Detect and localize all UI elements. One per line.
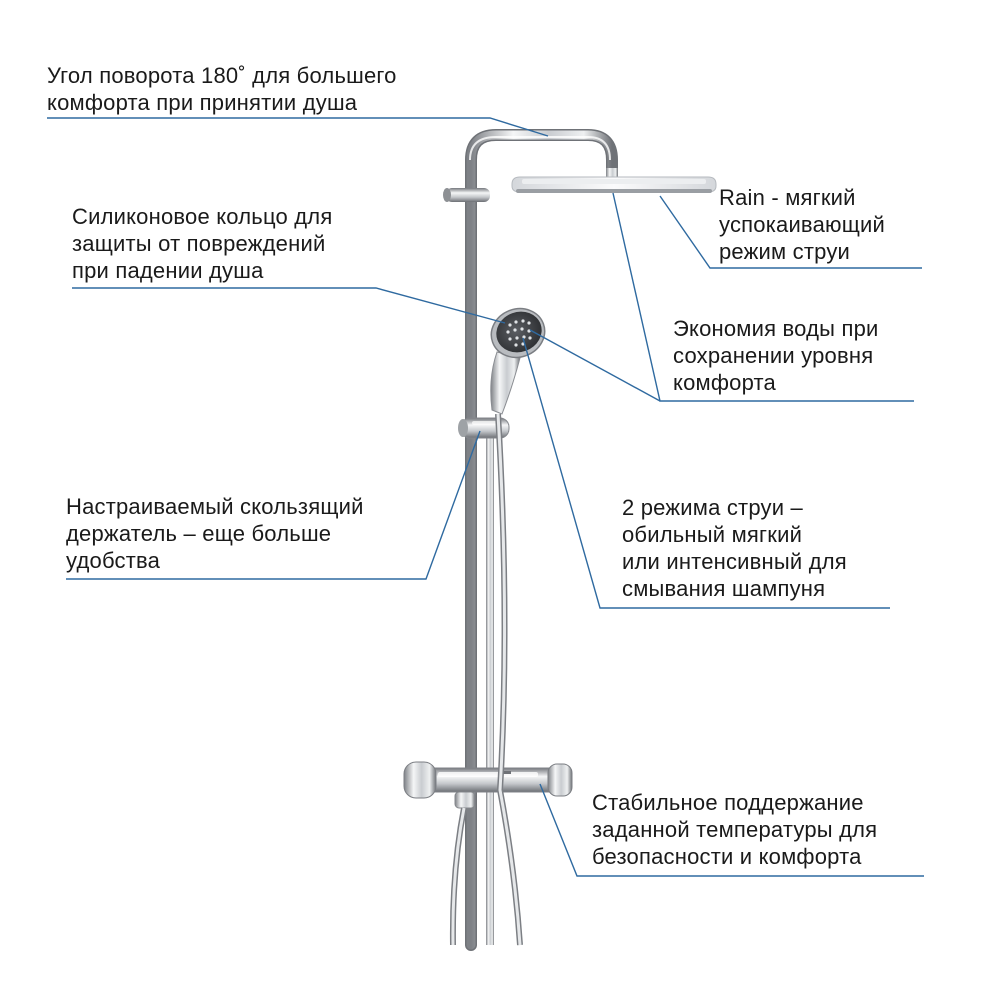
callout-rain-line-2: успокаивающий: [719, 212, 885, 237]
callout-economy: [673, 315, 879, 396]
callout-economy-line-2: сохранении уровня: [673, 343, 874, 368]
pipe-clamp: [443, 188, 490, 202]
callout-economy-line-3: комфорта: [673, 370, 776, 395]
callout-slider: [66, 493, 364, 574]
callout-thermostat-line-1: Стабильное поддержание: [592, 790, 864, 815]
callout-silicone-line-3: при падении душа: [72, 258, 264, 283]
callout-spray-modes: [622, 494, 847, 602]
callout-silicone-line-1: Силиконовое кольцо для: [72, 204, 333, 229]
callout-rotation-line-1: Угол поворота 180˚ для большего: [47, 63, 397, 88]
callout-spray-modes-line-1: 2 режима струи –: [622, 495, 803, 520]
leader-line-economy-hand: [530, 330, 660, 401]
callout-rain: [719, 184, 885, 265]
callout-thermostat-line-3: безопасности и комфорта: [592, 844, 862, 869]
callout-economy-line-1: Экономия воды при: [673, 316, 879, 341]
riser-pipe: [486, 420, 494, 945]
callout-rotation-line-2: комфорта при принятии душа: [47, 90, 358, 115]
callout-spray-modes-line-4: смывания шампуня: [622, 576, 826, 601]
callout-spray-modes-line-3: или интенсивный для: [622, 549, 847, 574]
rain-shower-head: [512, 168, 716, 193]
callout-slider-line-1: Настраиваемый скользящий: [66, 494, 364, 519]
callout-thermostat-line-2: заданной температуры для: [592, 817, 878, 842]
callout-thermostat: [592, 789, 877, 870]
hand-shower: [484, 301, 551, 414]
callout-silicone-line-2: защиты от повреждений: [72, 231, 326, 256]
leader-line-rotation: [47, 118, 548, 136]
callout-slider-line-2: держатель – еще больше: [66, 521, 332, 546]
leader-line-silicone: [72, 288, 505, 323]
callout-spray-modes-line-2: обильный мягкий: [622, 522, 803, 547]
callout-slider-line-3: удобства: [66, 548, 161, 573]
callout-rain-line-1: Rain - мягкий: [719, 185, 856, 210]
callout-rain-line-3: режим струи: [719, 239, 851, 264]
callout-silicone: [72, 203, 332, 284]
callout-rotation: [47, 62, 397, 116]
